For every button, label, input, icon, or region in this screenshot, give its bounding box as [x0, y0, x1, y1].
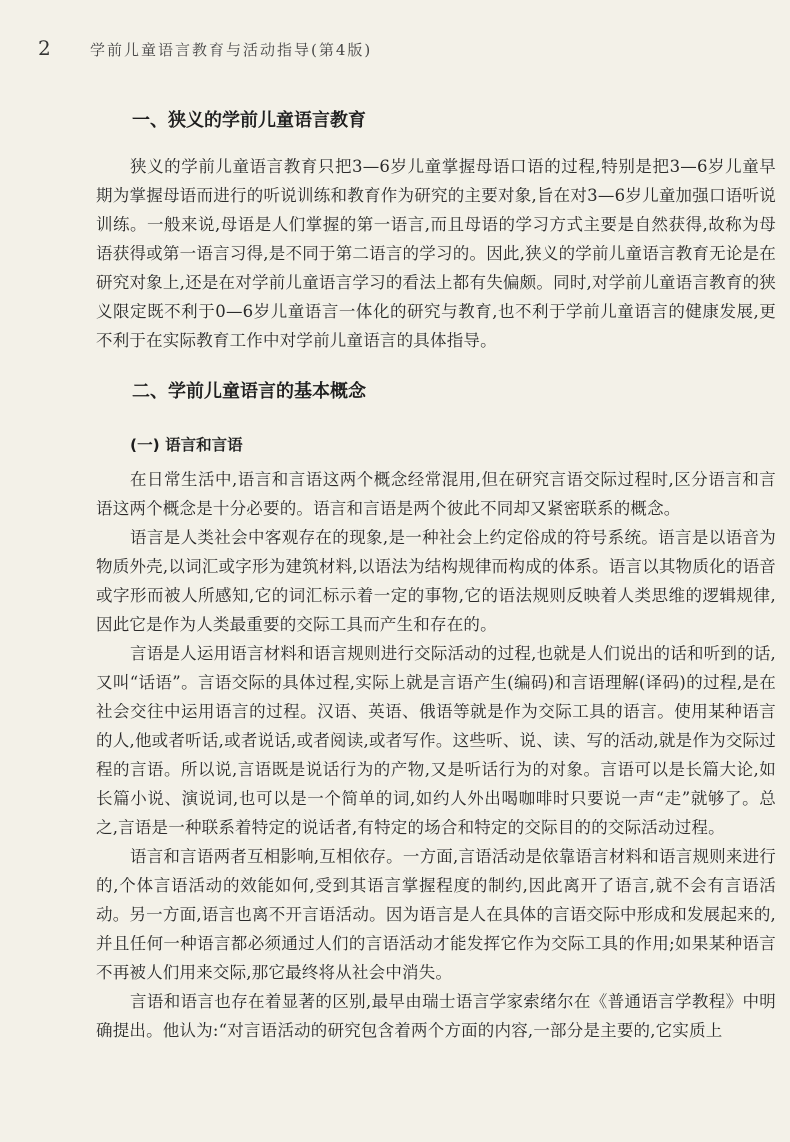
- running-title: 学前儿童语言教育与活动指导(第4版): [90, 41, 373, 59]
- section-heading-basic-concepts: 二、学前儿童语言的基本概念: [132, 381, 366, 402]
- paragraph: 语言和言语两者互相影响,互相依存。一方面,言语活动是依靠语言材料和语言规则来进行的,个体言语活动的效能如何,受到其语言掌握程度的制约,因此离开了语言,就不会有言语活动。另一方面,语言也离不开言语活动。因为语言是人在具体的言语交际中形成和发展起来的,并且任何一种语言都必须通过人们的言语活动才能发挥它作为交际工具的作用;如果某种语言不再被人们用来交际,那它最终将从社会中消失。: [96, 847, 776, 982]
- subsection-heading-language-and-speech: (一) 语言和言语: [130, 436, 243, 454]
- paragraph: 言语是人运用语言材料和语言规则进行交际活动的过程,也就是人们说出的话和听到的话,又叫“话语”。言语交际的具体过程,实际上就是言语产生(编码)和言语理解(译码)的过程,是在社会交往中运用语言的过程。汉语、英语、俄语等就是作为交际工具的语言。使用某种语言的人,他或者听话,或者说话,或者阅读,或者写作。这些听、说、读、写的活动,就是作为交际过程的言语。所以说,言语既是说话行为的产物,又是听话行为的对象。言语可以是长篇大论,如长篇小说、演说词,也可以是一个简单的词,如约人外出喝咖啡时只要说一声“走”就够了。总之,言语是一种联系着特定的说话者,有特定的场合和特定的交际目的的交际活动过程。: [96, 644, 776, 837]
- section-heading-narrow-education: 一、狭义的学前儿童语言教育: [132, 110, 366, 131]
- page-content: [96, 106, 776, 1045]
- paragraph: 语言是人类社会中客观存在的现象,是一种社会上约定俗成的符号系统。语言是以语音为物质外壳,以词汇或字形为建筑材料,以语法为结构规律而构成的体系。语言以其物质化的语音或字形而被人所感知,它的词汇标示着一定的事物,它的语法规则反映着人类思维的逻辑规律,因此它是作为人类最重要的交际工具而产生和存在的。: [96, 528, 776, 634]
- paragraph: 狭义的学前儿童语言教育只把3—6岁儿童掌握母语口语的过程,特别是把3—6岁儿童早期为掌握母语而进行的听说训练和教育作为研究的主要对象,旨在对3—6岁儿童加强口语听说训练。一般来说,母语是人们掌握的第一语言,而且母语的学习方式主要是自然获得,故称为母语获得或第一语言习得,是不同于第二语言的学习的。因此,狭义的学前儿童语言教育无论是在研究对象上,还是在对学前儿童语言学习的看法上都有失偏颇。同时,对学前儿童语言教育的狭义限定既不利于0—6岁儿童语言一体化的研究与教育,也不利于学前儿童语言的健康发展,更不利于在实际教育工作中对学前儿童语言的具体指导。: [96, 157, 776, 350]
- page-header: [38, 36, 758, 60]
- page-number: 2: [38, 36, 51, 60]
- paragraph: 在日常生活中,语言和言语这两个概念经常混用,但在研究言语交际过程时,区分语言和言语这两个概念是十分必要的。语言和言语是两个彼此不同却又紧密联系的概念。: [96, 470, 776, 518]
- paragraph: 言语和语言也存在着显著的区别,最早由瑞士语言学家索绪尔在《普通语言学教程》中明确提出。他认为:“对言语活动的研究包含着两个方面的内容,一部分是主要的,它实质上: [96, 992, 776, 1040]
